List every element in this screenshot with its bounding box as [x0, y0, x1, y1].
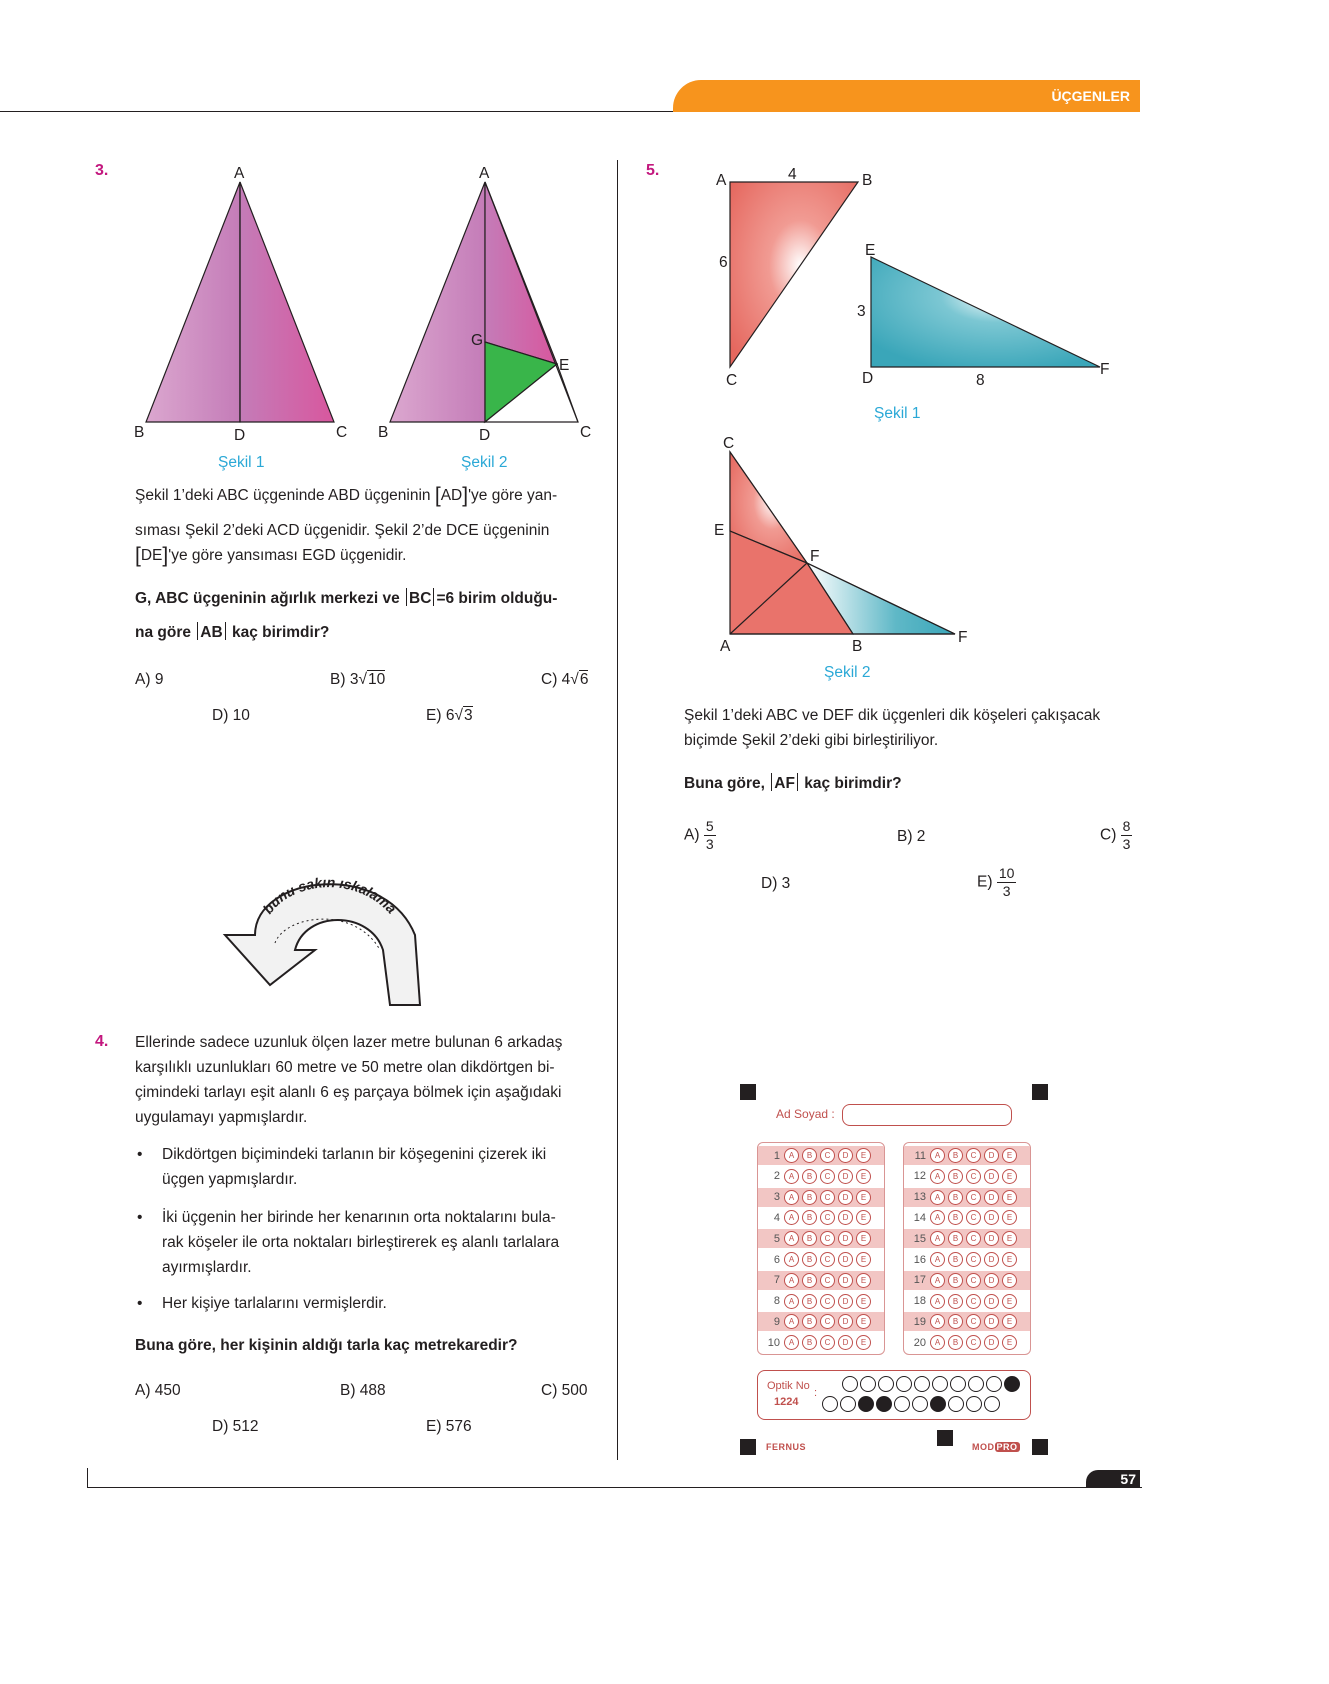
answer-bubble[interactable]: A — [930, 1252, 945, 1267]
answer-bubble[interactable]: A — [784, 1252, 799, 1267]
answer-bubble[interactable]: D — [984, 1294, 999, 1309]
q3-f1-label-c: C — [336, 424, 348, 441]
footer-rule — [87, 1487, 1142, 1488]
q5-f2-label-a: A — [720, 638, 731, 655]
answer-row — [904, 1208, 1030, 1227]
q4-bullet-1: • Dikdörtgen biçimindeki tarlanın bir köşegenini çizerek iki üçgen yapmışlardır. — [137, 1146, 547, 1188]
optik-row-2 — [822, 1396, 1002, 1412]
answer-bubble[interactable]: C — [966, 1335, 981, 1350]
q5-option-c[interactable]: C) $\frac{8}{3}$ — [1100, 818, 1131, 852]
answer-bubble[interactable]: E — [1002, 1190, 1017, 1205]
answer-bubble[interactable]: C — [820, 1148, 835, 1163]
question-number: 8 — [773, 1295, 780, 1308]
answer-bubble[interactable]: E — [1002, 1252, 1017, 1267]
answer-bubble[interactable]: A — [930, 1335, 945, 1350]
answer-bubble[interactable]: B — [948, 1190, 963, 1205]
answer-row — [904, 1188, 1030, 1207]
optik-bubble[interactable] — [894, 1396, 910, 1412]
answer-bubble[interactable]: C — [820, 1294, 835, 1309]
q4-number: 4. — [95, 1033, 109, 1050]
q5-f1-label-f: F — [1100, 361, 1110, 378]
answer-bubble[interactable]: D — [838, 1231, 853, 1246]
corner-mark — [1032, 1439, 1048, 1455]
answer-bubble[interactable]: E — [856, 1252, 871, 1267]
answer-bubble[interactable]: C — [966, 1190, 981, 1205]
answer-row — [758, 1167, 884, 1186]
q3-question-line1: G, ABC üçgeninin ağırlık merkezi ve BC =6 birim olduğu- — [135, 590, 558, 607]
question-number: 19 — [913, 1315, 926, 1328]
question-number: 3 — [773, 1191, 780, 1204]
q3-fig1-caption: Şekil 1 — [218, 454, 265, 471]
optik-bubble-filled[interactable] — [930, 1396, 946, 1412]
question-number: 6 — [773, 1253, 780, 1266]
q5-fig1-caption: Şekil 1 — [874, 405, 921, 422]
q4-option-e[interactable]: E) 576 — [426, 1418, 472, 1435]
optik-bubble[interactable] — [896, 1376, 912, 1392]
answer-bubble[interactable]: A — [784, 1314, 799, 1329]
question-number: 20 — [913, 1336, 926, 1349]
q3-f2-label-c: C — [580, 424, 592, 441]
answer-bubble[interactable]: E — [856, 1294, 871, 1309]
q3-figures — [120, 160, 620, 480]
q5-f2-label-f: F — [810, 548, 820, 565]
answer-bubble[interactable]: B — [802, 1335, 817, 1350]
answer-bubble[interactable]: B — [948, 1148, 963, 1163]
answer-bubble[interactable]: C — [966, 1169, 981, 1184]
answer-bubble[interactable]: C — [966, 1231, 981, 1246]
optik-bubble-filled[interactable] — [1004, 1376, 1020, 1392]
optik-bubble[interactable] — [840, 1396, 856, 1412]
answer-bubble[interactable]: C — [966, 1273, 981, 1288]
answer-bubble[interactable]: C — [820, 1231, 835, 1246]
answer-row — [904, 1229, 1030, 1248]
answer-bubble[interactable]: A — [784, 1335, 799, 1350]
question-number: 17 — [913, 1274, 926, 1287]
answer-bubble[interactable]: B — [948, 1335, 963, 1350]
answer-bubble[interactable]: A — [784, 1273, 799, 1288]
answer-bubble[interactable]: B — [948, 1294, 963, 1309]
q5-f1-length-ab: 4 — [788, 166, 797, 183]
answer-bubble[interactable]: D — [984, 1210, 999, 1225]
q3-question-line2: na göre AB kaç birimdir? — [135, 624, 330, 641]
answer-row — [758, 1208, 884, 1227]
triangle-adc — [240, 182, 334, 422]
answer-bubble[interactable]: A — [930, 1273, 945, 1288]
answer-bubble[interactable]: B — [948, 1252, 963, 1267]
q5-f1-length-ac: 6 — [719, 254, 728, 271]
q5-question: Buna göre, AF kaç birimdir? — [684, 775, 902, 792]
page-number-tab — [1086, 1470, 1140, 1488]
answer-bubble[interactable]: E — [856, 1314, 871, 1329]
answer-grid-left — [757, 1142, 885, 1355]
answer-bubble[interactable]: E — [1002, 1169, 1017, 1184]
optik-bubble[interactable] — [822, 1396, 838, 1412]
optik-bubble[interactable] — [966, 1396, 982, 1412]
answer-bubble[interactable]: B — [802, 1169, 817, 1184]
corner-mark — [740, 1084, 756, 1100]
answer-bubble[interactable]: D — [838, 1252, 853, 1267]
answer-bubble[interactable]: C — [820, 1314, 835, 1329]
answer-bubble[interactable]: D — [838, 1273, 853, 1288]
q5-f2-label-f2: F — [958, 629, 968, 646]
triangle-def — [871, 257, 1100, 367]
question-number: 9 — [773, 1315, 780, 1328]
section-title: ÜÇGENLER — [1051, 88, 1130, 104]
answer-bubble[interactable]: E — [1002, 1231, 1017, 1246]
answer-bubble[interactable]: C — [820, 1273, 835, 1288]
answer-bubble[interactable]: D — [838, 1190, 853, 1205]
optik-bubble[interactable] — [948, 1396, 964, 1412]
q4-option-c[interactable]: C) 500 — [541, 1382, 588, 1399]
optik-bubble[interactable] — [986, 1376, 1002, 1392]
answer-bubble[interactable]: D — [984, 1169, 999, 1184]
answer-bubble[interactable]: B — [948, 1210, 963, 1225]
answer-row — [904, 1312, 1030, 1331]
q3-option-b[interactable]: B) 3√10 — [330, 671, 386, 688]
segment-de: DE — [140, 547, 163, 564]
answer-bubble[interactable]: A — [930, 1294, 945, 1309]
question-number: 12 — [913, 1170, 926, 1183]
question-number: 2 — [773, 1170, 780, 1183]
q5-fig2-caption: Şekil 2 — [824, 664, 871, 681]
question-number: 14 — [913, 1211, 926, 1224]
q3-text-line2: sıması Şekil 2’deki ACD üçgenidir. Şekil 2’de DCE üçgeninin — [135, 522, 550, 539]
answer-bubble[interactable]: B — [948, 1231, 963, 1246]
answer-row — [758, 1250, 884, 1269]
sticker-text: bunu sakın ıskalama — [259, 874, 400, 917]
q3-option-a[interactable]: A) 9 — [135, 671, 164, 688]
q3-number: 3. — [95, 162, 109, 179]
answer-row — [904, 1167, 1030, 1186]
answer-row — [904, 1250, 1030, 1269]
answer-bubble[interactable]: C — [820, 1252, 835, 1267]
timing-mark — [937, 1430, 953, 1446]
answer-bubble[interactable]: E — [856, 1190, 871, 1205]
optik-bubble[interactable] — [842, 1376, 858, 1392]
q4-bullet-3: • Her kişiye tarlalarını vermişlerdir. — [137, 1295, 387, 1312]
q3-f2-label-a: A — [479, 165, 490, 182]
optik-no-box — [757, 1370, 1031, 1420]
answer-bubble[interactable]: A — [930, 1148, 945, 1163]
triangle-abd — [146, 182, 240, 422]
q3-text-line3: [DE]'ye göre yansıması EGD üçgenidir. — [135, 544, 407, 567]
q4-question: Buna göre, her kişinin aldığı tarla kaç metrekaredir? — [135, 1337, 518, 1354]
answer-bubble[interactable]: D — [838, 1148, 853, 1163]
answer-bubble[interactable]: C — [820, 1335, 835, 1350]
q3-option-e[interactable]: E) 6√3 — [426, 707, 473, 724]
answer-bubble[interactable]: C — [966, 1314, 981, 1329]
answer-bubble[interactable]: B — [802, 1148, 817, 1163]
q3-fig2-caption: Şekil 2 — [461, 454, 508, 471]
optik-separator: : — [814, 1387, 818, 1399]
answer-bubble[interactable]: D — [838, 1169, 853, 1184]
answer-bubble[interactable]: E — [1002, 1148, 1017, 1163]
answer-bubble[interactable]: B — [802, 1294, 817, 1309]
answer-bubble[interactable]: E — [856, 1231, 871, 1246]
answer-bubble[interactable]: D — [838, 1314, 853, 1329]
q5-f1-label-a: A — [716, 172, 727, 189]
answer-bubble[interactable]: A — [784, 1294, 799, 1309]
optik-bubble[interactable] — [968, 1376, 984, 1392]
answer-bubble[interactable]: C — [820, 1210, 835, 1225]
answer-bubble[interactable]: D — [984, 1273, 999, 1288]
q5-f2-label-e: E — [714, 522, 725, 539]
optik-bubble[interactable] — [984, 1396, 1000, 1412]
q5-number: 5. — [646, 162, 660, 179]
answer-bubble[interactable]: D — [984, 1252, 999, 1267]
optik-bubble-filled[interactable] — [876, 1396, 892, 1412]
answer-bubble[interactable]: C — [820, 1190, 835, 1205]
footer-tick — [87, 1468, 88, 1488]
q3-f2-label-e: E — [559, 357, 570, 374]
answer-bubble[interactable]: A — [930, 1169, 945, 1184]
answer-bubble[interactable]: B — [802, 1273, 817, 1288]
answer-row — [758, 1333, 884, 1352]
question-number: 11 — [914, 1149, 926, 1162]
optik-row-1 — [842, 1376, 1022, 1392]
answer-bubble[interactable]: D — [838, 1294, 853, 1309]
answer-bubble[interactable]: A — [784, 1190, 799, 1205]
question-number: 4 — [773, 1211, 780, 1224]
answer-bubble[interactable]: B — [802, 1190, 817, 1205]
answer-bubble[interactable]: C — [820, 1169, 835, 1184]
curved-arrow-icon — [225, 884, 420, 1005]
optik-bubble[interactable] — [914, 1376, 930, 1392]
optik-bubble-filled[interactable] — [858, 1396, 874, 1412]
answer-bubble[interactable]: B — [802, 1314, 817, 1329]
answer-bubble[interactable]: B — [802, 1210, 817, 1225]
optik-bubble[interactable] — [860, 1376, 876, 1392]
answer-bubble[interactable]: A — [930, 1190, 945, 1205]
question-number: 7 — [773, 1274, 780, 1287]
answer-bubble[interactable]: D — [984, 1335, 999, 1350]
q5-text: Şekil 1’deki ABC ve DEF dik üçgenleri dik köşeleri çakışacak biçimde Şekil 2’deki gibi birleştiriliyor. — [684, 707, 1101, 749]
q5-f1-label-b: B — [862, 172, 873, 189]
q5-option-a[interactable]: A) $\frac{5}{3}$ — [684, 818, 714, 852]
q5-f1-length-ed: 3 — [857, 303, 866, 320]
optik-label: Optik No — [767, 1380, 810, 1392]
answer-row — [758, 1229, 884, 1248]
q4-option-a[interactable]: A) 450 — [135, 1382, 181, 1399]
optik-bubble[interactable] — [950, 1376, 966, 1392]
q3-text-line1: Şekil 1’deki ABC üçgeninde ABD üçgeninin [AD]'ye göre yan- — [135, 484, 558, 507]
q4-option-d[interactable]: D) 512 — [212, 1418, 259, 1435]
answer-row — [904, 1333, 1030, 1352]
answer-bubble[interactable]: D — [984, 1231, 999, 1246]
corner-mark — [1032, 1084, 1048, 1100]
q5-option-d[interactable]: D) 3 — [761, 875, 791, 892]
answer-bubble[interactable]: C — [966, 1252, 981, 1267]
page-number: 57 — [1120, 1471, 1136, 1487]
q5-f1-label-d: D — [862, 370, 874, 387]
q3-f1-label-b: B — [134, 424, 145, 441]
answer-bubble[interactable]: B — [948, 1169, 963, 1184]
answer-bubble[interactable]: A — [784, 1148, 799, 1163]
optik-bubble[interactable] — [932, 1376, 948, 1392]
answer-bubble[interactable]: B — [948, 1273, 963, 1288]
answer-bubble[interactable]: D — [838, 1335, 853, 1350]
triangle-abc — [730, 182, 858, 367]
question-number: 16 — [913, 1253, 926, 1266]
answer-row — [758, 1312, 884, 1331]
triangle-abd-2 — [390, 182, 485, 422]
question-number: 5 — [773, 1232, 780, 1245]
answer-bubble[interactable]: E — [1002, 1335, 1017, 1350]
answer-bubble[interactable]: E — [856, 1335, 871, 1350]
q3-f2-label-b: B — [378, 424, 389, 441]
brand-modpro: MOD PRO — [972, 1442, 1018, 1452]
question-number: 18 — [913, 1295, 926, 1308]
q4-bullet-2: • İki üçgenin her birinde her kenarının orta noktalarını bula- rak köşeler ile orta noktaları birleştirerek eş alanlı tarlalara ayırmışlardır. — [137, 1209, 560, 1276]
q3-f2-label-g: G — [471, 332, 484, 349]
q5-f1-label-e: E — [865, 242, 876, 259]
answer-bubble[interactable]: E — [856, 1148, 871, 1163]
q5-f2-label-c: C — [723, 435, 735, 452]
name-label: Ad Soyad : — [776, 1107, 835, 1121]
q5-f1-length-df: 8 — [976, 372, 985, 389]
answer-bubble[interactable]: D — [984, 1314, 999, 1329]
q4-option-b[interactable]: B) 488 — [340, 1382, 386, 1399]
answer-bubble[interactable]: E — [1002, 1294, 1017, 1309]
answer-bubble[interactable]: D — [838, 1210, 853, 1225]
answer-bubble[interactable]: E — [856, 1210, 871, 1225]
answer-bubble[interactable]: B — [802, 1231, 817, 1246]
answer-bubble[interactable]: C — [966, 1294, 981, 1309]
answer-bubble[interactable]: B — [948, 1314, 963, 1329]
answer-bubble[interactable]: A — [930, 1314, 945, 1329]
answer-bubble[interactable]: E — [1002, 1210, 1017, 1225]
q3-option-c[interactable]: C) 4√6 — [541, 671, 589, 688]
answer-grid-right — [903, 1142, 1031, 1355]
answer-bubble[interactable]: D — [984, 1148, 999, 1163]
q4-stem: Ellerinde sadece uzunluk ölçen lazer metre bulunan 6 arkadaş karşılıklı uzunlukları 60 metre ve 50 metre olan dikdörtgen bi- çimindeki tarlayı eşit alanlı 6 eş parçaya bölmek için aşağıdaki uygulamayı yapmışlardır. — [135, 1034, 563, 1126]
q5-f1-label-c: C — [726, 372, 738, 389]
question-number: 13 — [913, 1191, 926, 1204]
q5-option-e[interactable]: E) $\frac{10}{3}$ — [977, 865, 1015, 899]
q3-f2-label-d: D — [479, 427, 491, 444]
question-number: 1 — [773, 1149, 780, 1162]
answer-row — [758, 1146, 884, 1165]
answer-row — [904, 1271, 1030, 1290]
answer-row — [904, 1292, 1030, 1311]
section-tab — [673, 80, 1140, 112]
answer-bubble[interactable]: A — [930, 1231, 945, 1246]
answer-bubble[interactable]: A — [784, 1231, 799, 1246]
q5-f2-label-b: B — [852, 638, 863, 655]
question-number: 15 — [913, 1232, 926, 1245]
q3-option-d[interactable]: D) 10 — [212, 707, 250, 724]
sticker-dont-miss — [215, 855, 435, 1015]
answer-bubble[interactable]: B — [802, 1252, 817, 1267]
answer-bubble[interactable]: E — [1002, 1314, 1017, 1329]
answer-bubble[interactable]: C — [966, 1210, 981, 1225]
q5-option-b[interactable]: B) 2 — [897, 828, 926, 845]
answer-row — [904, 1146, 1030, 1165]
question-number: 10 — [767, 1336, 780, 1349]
optik-value: 1224 — [774, 1396, 799, 1408]
answer-bubble[interactable]: A — [784, 1210, 799, 1225]
answer-bubble[interactable]: A — [930, 1210, 945, 1225]
q3-fig1 — [146, 182, 334, 422]
answer-bubble[interactable]: C — [966, 1148, 981, 1163]
q3-f1-label-a: A — [234, 165, 245, 182]
answer-bubble[interactable]: E — [856, 1273, 871, 1288]
brand-fernus: FERNUS — [766, 1442, 807, 1452]
q3-fig2 — [390, 182, 578, 422]
answer-bubble[interactable]: E — [1002, 1273, 1017, 1288]
q3-f1-label-d: D — [234, 427, 246, 444]
name-input[interactable] — [842, 1104, 1012, 1126]
answer-bubble[interactable]: A — [784, 1169, 799, 1184]
answer-bubble[interactable]: D — [984, 1190, 999, 1205]
answer-row — [758, 1292, 884, 1311]
corner-mark — [740, 1439, 756, 1455]
segment-ad: AD — [440, 487, 463, 504]
optik-bubble[interactable] — [912, 1396, 928, 1412]
answer-row — [758, 1188, 884, 1207]
answer-row — [758, 1271, 884, 1290]
optik-bubble[interactable] — [878, 1376, 894, 1392]
answer-bubble[interactable]: E — [856, 1169, 871, 1184]
